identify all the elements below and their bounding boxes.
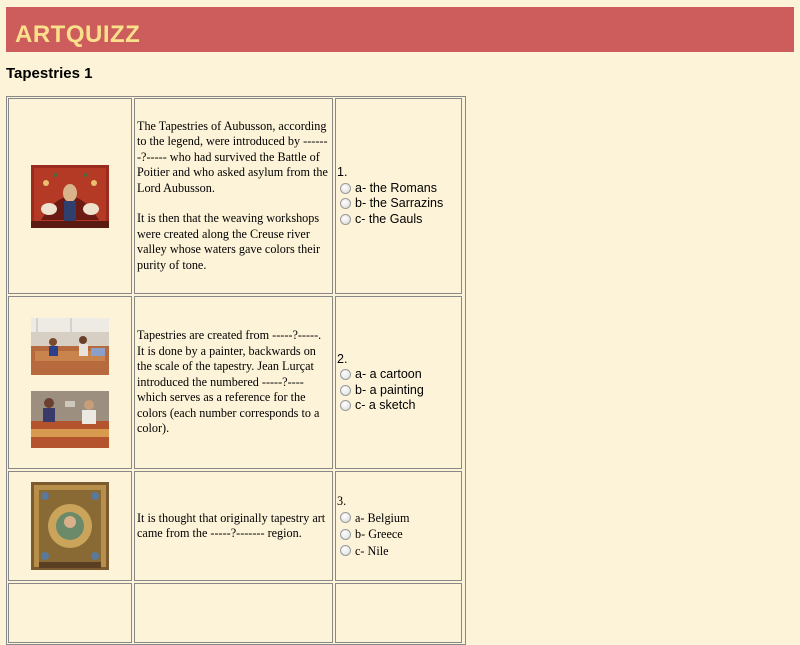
answer-option[interactable] — [337, 398, 424, 414]
question-text-cell — [134, 583, 333, 643]
answer-cell — [335, 583, 462, 643]
radio-button[interactable] — [340, 385, 351, 396]
question-text-cell — [134, 471, 333, 581]
question-image-cell — [8, 471, 132, 581]
answer-label[interactable]: b- the Sarrazins — [355, 196, 444, 210]
question-row-4 — [8, 583, 464, 643]
radio-button[interactable] — [340, 183, 351, 194]
weaving-workshop-image — [31, 318, 109, 375]
answer-option[interactable] — [337, 196, 443, 212]
question-text: It is thought that originally tapestry art came from the -----?------- region. — [137, 510, 326, 540]
question-row-1 — [8, 98, 464, 294]
answer-option[interactable] — [337, 383, 424, 399]
answer-option[interactable] — [337, 510, 410, 527]
answer-label[interactable]: a- Belgium — [355, 510, 410, 525]
answer-option[interactable] — [337, 526, 410, 543]
page-title: Tapestries 1 — [6, 65, 93, 82]
question-text: The Tapestries of Aubusson, according to the legend, were introduced by -------?----- who had survived the Battle of Poitier and who asked asylum from the Lord Aubusson. — [137, 118, 328, 195]
answer-label[interactable]: c- Nile — [355, 543, 389, 558]
question-text: Tapestries are created from -----?-----. It is done by a painter, backwards on the scale of the tapestry. Jean Lurçat introduced the numbered -----?---- which serves as a reference for the colors (each number corresponds to a color). — [137, 328, 322, 436]
answer-label[interactable]: b- a painting — [355, 382, 424, 397]
question-text-cell — [134, 296, 333, 469]
answer-label[interactable]: a- the Romans — [355, 180, 437, 195]
question-image-cell — [8, 98, 132, 294]
radio-button[interactable] — [340, 512, 351, 523]
question-text-cell — [134, 98, 333, 294]
question-text: It is then that the weaving workshops were created along the Creuse river valley whose waters gave colors their purity of tone. — [137, 211, 321, 272]
question-image-cell — [8, 296, 132, 469]
answer-cell — [335, 296, 462, 469]
radio-button[interactable] — [340, 400, 351, 411]
radio-button[interactable] — [340, 545, 351, 556]
byzantine-tapestry-image — [31, 482, 109, 570]
weavers-at-loom-image — [31, 391, 109, 448]
question-number: 1. — [337, 165, 348, 179]
answer-option[interactable] — [337, 181, 443, 197]
radio-button[interactable] — [340, 529, 351, 540]
header-banner — [6, 7, 794, 52]
answer-label[interactable]: c- a sketch — [355, 398, 416, 412]
lady-and-unicorn-tapestry-image — [31, 165, 109, 228]
answer-label[interactable]: a- a cartoon — [355, 367, 422, 381]
question-row-3 — [8, 471, 464, 581]
quiz-table — [6, 96, 466, 645]
question-number: 3. — [337, 494, 347, 508]
site-title: ARTQUIZZ — [15, 21, 141, 48]
radio-button[interactable] — [340, 369, 351, 380]
question-row-2 — [8, 296, 464, 469]
answer-label[interactable]: c- the Gauls — [355, 211, 423, 226]
answer-cell — [335, 98, 462, 294]
answer-cell — [335, 471, 462, 581]
answer-option[interactable] — [337, 543, 410, 560]
answer-option[interactable] — [337, 212, 443, 228]
question-image-cell — [8, 583, 132, 643]
question-number: 2. — [337, 351, 348, 366]
answer-label[interactable]: b- Greece — [355, 527, 403, 541]
radio-button[interactable] — [340, 198, 351, 209]
radio-button[interactable] — [340, 214, 351, 225]
answer-option[interactable] — [337, 367, 424, 383]
